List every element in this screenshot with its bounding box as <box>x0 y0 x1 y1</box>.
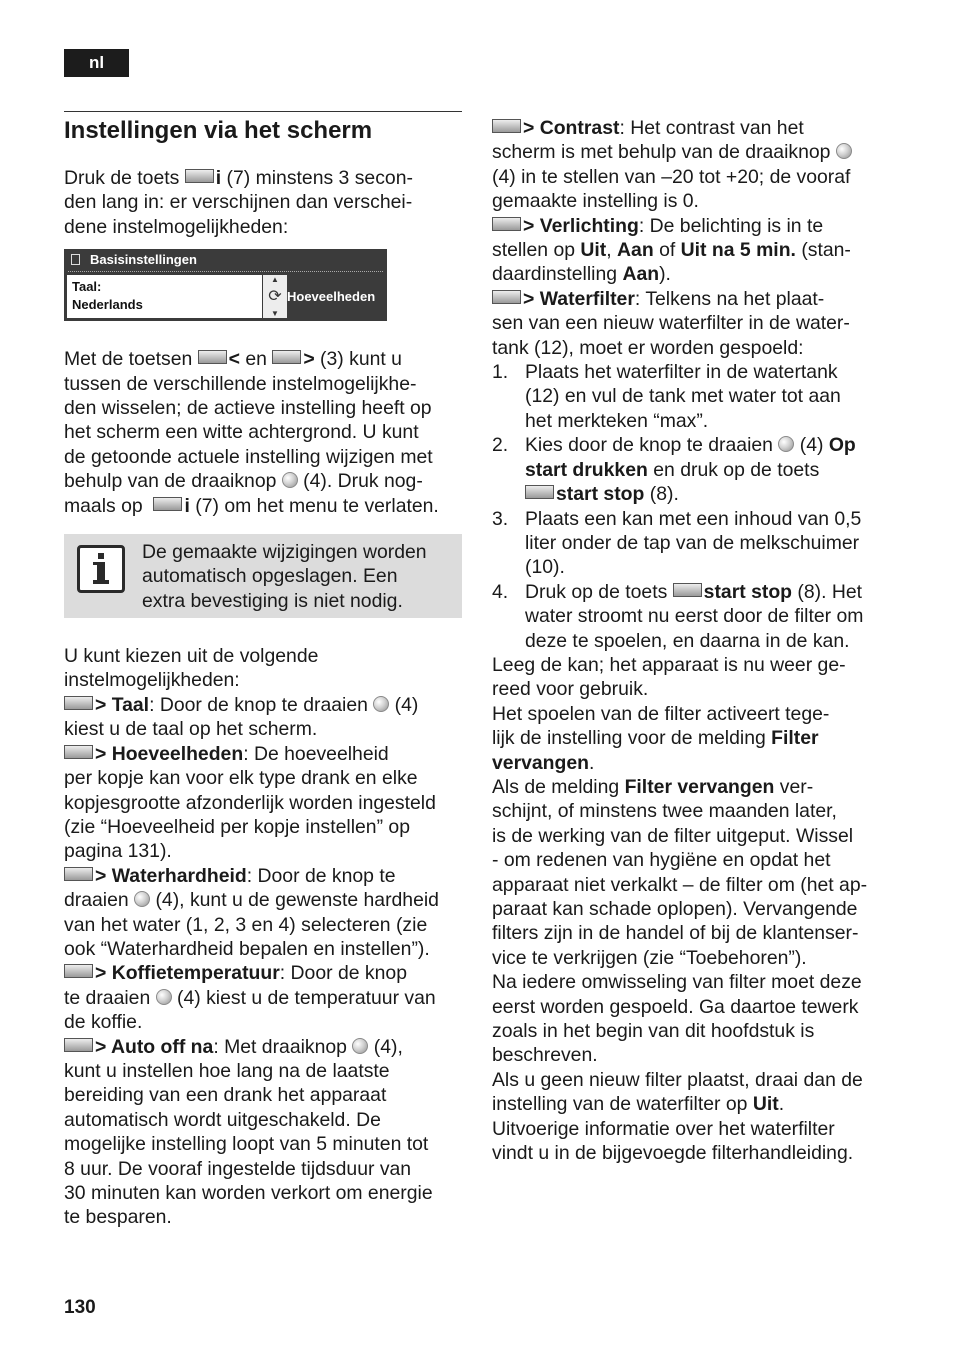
language-tag: nl <box>64 49 129 77</box>
display-active-setting <box>67 275 262 318</box>
button-key-icon <box>492 217 521 231</box>
navigation-paragraph: Met de toetsen < en > (3) kunt u tussen de verschillende instelmogelijkhe- den wisselen; de actieve instelling heeft op het scherm een witte achtergrond. U kunt de getoonde actuele instelling wijzigen met behulp van de draaiknop (4). Druk nog- maals op i (7) om het menu te verlaten. <box>64 348 439 517</box>
list-item: 3. Plaats een kan met een inhoud van 0,5 liter onder de tap van de melkschuimer (10). <box>492 507 862 579</box>
intro-text: Druk de toets <box>64 167 180 189</box>
list-item: 2. Kies door de knop te draaien (4) Op start drukken en druk op de toets start stop (8). <box>492 434 856 506</box>
active-setting-name: Taal: <box>72 279 102 295</box>
display-divider <box>68 271 383 272</box>
option-hoeveelheden-label: > Hoeveelheden <box>95 742 244 765</box>
intro-text: dene instelmogelijkheden: <box>64 215 289 238</box>
button-key-icon <box>185 169 214 183</box>
rotary-knob-icon <box>373 696 389 712</box>
rotary-knob-icon <box>282 472 298 488</box>
button-key-icon <box>64 867 93 881</box>
intro-text: (7) minstens 3 secon- <box>221 167 413 189</box>
button-key-icon <box>64 696 93 710</box>
rotary-knob-icon <box>352 1038 368 1054</box>
button-key-icon <box>198 350 227 364</box>
left-column <box>64 116 464 1230</box>
heading-rule <box>64 111 462 112</box>
option-verlichting-label: > Verlichting <box>523 214 639 237</box>
rotary-knob-icon <box>134 891 150 907</box>
list-item: 1. Plaats het waterfilter in de watertank (12) en vul de tank met water tot aan het merkteken “max”. <box>492 361 841 432</box>
option-koffietemperatuur-label: > Koffietemperatuur <box>95 962 280 985</box>
button-key-icon <box>64 964 93 978</box>
rotary-knob-icon <box>836 143 852 159</box>
display-screen-illustration <box>64 249 387 321</box>
button-key-icon <box>64 745 93 759</box>
rinse-steps-list <box>492 360 892 653</box>
button-key-icon <box>272 350 301 364</box>
option-taal-label: > Taal <box>95 693 150 716</box>
intro-text: den lang in: er verschijnen dan verschei- <box>64 191 413 214</box>
menu-list-icon <box>71 254 80 265</box>
rotary-knob-icon <box>778 436 794 452</box>
info-note-box <box>64 534 462 618</box>
info-note-text: De gemaakte wijzigingen worden automatisch opgeslagen. Een extra bevestiging is niet nodig. <box>142 541 427 612</box>
option-auto-off-label: > Auto off na <box>95 1035 214 1058</box>
filter-info-paragraph: Leeg de kan; het apparaat is nu weer ge- reed voor gebruik. Het spoelen van de filter activeert tege- lijk de instelling voor de melding Filter vervangen. Als de melding Filter vervangen ver- schijnt, of minstens twee maanden later, is de werking van de filter uitgeput. Wissel - om redenen van hygiëne en opdat het apparaat niet verkalkt – de filter om (het ap- paraat kan schade oplopen). Vervangende filters zijn in de handel of bij de klantenser- vice te verkrijgen (zie “Toebehoren”). Na iedere omwisseling van filter moet deze eerst worden gespoeld. Ga daartoe tewerk zoals in het begin van dit hoofdstuk is beschreven. Als u geen nieuw filter plaatst, draai dan de instelling van de waterfilter op Uit. Uitvoerige informatie over het waterfilter vindt u in de bijgevoegde filterhandleiding. <box>492 653 868 1165</box>
button-key-icon <box>492 290 521 304</box>
option-waterfilter-label: > Waterfilter <box>523 287 635 310</box>
button-key-icon <box>673 583 702 597</box>
button-key-icon <box>64 1038 93 1052</box>
button-key-icon <box>153 497 182 511</box>
list-item: 4. Druk op de toets start stop (8). Het water stroomt nu eerst door de filter om deze te spoelen, en daarna in de kan. <box>492 580 864 652</box>
info-icon <box>77 545 125 593</box>
contrast-paragraph: > Contrast: Het contrast van het scherm is met behulp van de draaiknop (4) in te stellen van –20 tot +20; de vooraf gemaakte instelling is 0. > Verlichting: De belichting is in te stellen op Uit, Aan of Uit na 5 min. (stan- daardinstelling Aan). > Waterfilter: Telkens na het plaat- sen van een nieuw waterfilter in de water- tank (12), moet er worden gespoeld: <box>492 117 851 359</box>
scroll-rotate-icon: ▲ ⟳ ▼ <box>263 275 287 318</box>
page-number: 130 <box>64 1297 96 1318</box>
right-column <box>492 116 892 1165</box>
display-header-title: Basisinstellingen <box>90 252 197 268</box>
options-paragraph: U kunt kiezen uit de volgende instelmogelijkheden: > Taal: Door de knop te draaien (4) kiest u de taal op het scherm. > Hoeveelheden: De hoeveelheid per kopje kan voor elk type drank en elke kopjesgrootte afzonderlijk worden ingesteld (zie “Hoeveelheid per kopje instellen” op pagina 131). > Waterhardheid: Door de knop te draaien (4), kunt u de gewenste hardheid van het water (1, 2, 3 en 4) selecteren (zie ook “Waterhardheid bepalen en instellen”). > Koffietemperatuur: Door de knop te draaien (4) kiest u de temperatuur van de koffie. > Auto off na: Met draaiknop (4), kunt u instellen hoe lang na de laatste bereiding van een drank het apparaat automatisch wordt uitgeschakeld. De mogelijke instelling loopt van 5 minuten tot 8 uur. De vooraf ingestelde tijdsduur van 30 minuten kan worden verkort om energie te besparen. <box>64 645 439 1229</box>
display-inactive-setting: Hoeveelheden <box>287 289 376 305</box>
display-header <box>64 249 387 271</box>
option-contrast-label: > Contrast <box>523 117 620 139</box>
rotary-knob-icon <box>156 989 172 1005</box>
intro-paragraph <box>64 166 464 239</box>
button-key-icon <box>525 485 554 499</box>
option-waterhardheid-label: > Waterhardheid <box>95 864 247 887</box>
section-heading: Instellingen via het scherm <box>64 117 373 144</box>
info-key-label: i <box>215 167 222 189</box>
button-key-icon <box>492 119 521 133</box>
active-setting-value: Nederlands <box>72 297 143 313</box>
